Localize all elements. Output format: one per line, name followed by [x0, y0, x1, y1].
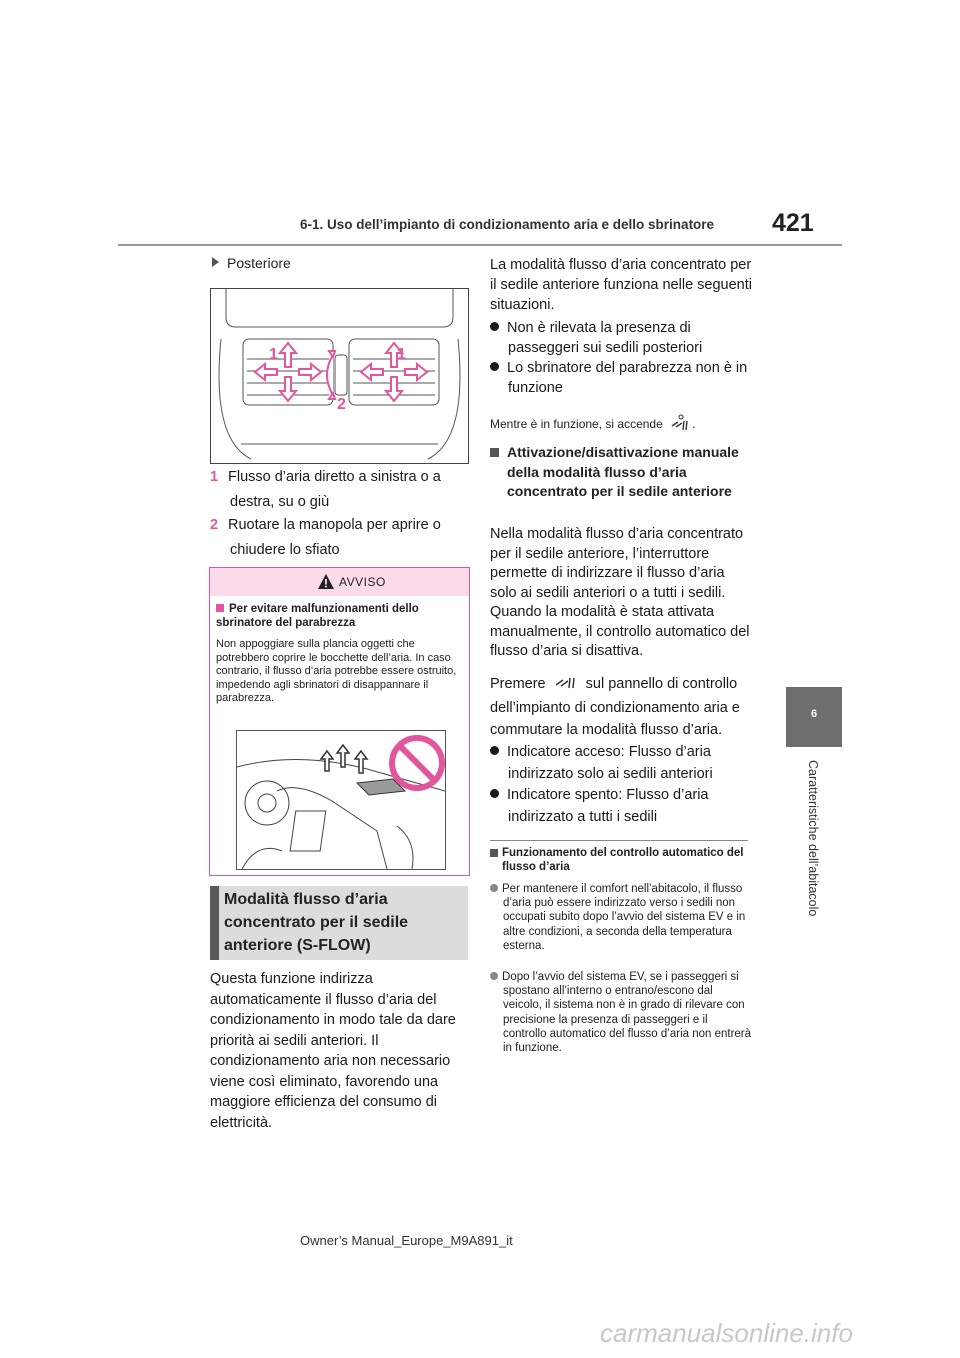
bullet-item: Indicatore spento: Flusso d’aria indirizzato a tutti i sedili: [490, 784, 752, 828]
press-line-3: commutare la modalità flusso d’aria.: [490, 722, 723, 738]
warning-box: [209, 567, 470, 876]
bullet-dot-icon: [490, 362, 499, 371]
note-item: Per mantenere il comfort nell’abitacolo, il flusso d’aria può essere indirizzato verso i sedili non occupati subito dopo l’avvio del sistema EV e in altre condizioni, a seconda della temperatura esterna.: [490, 882, 752, 953]
rear-vent-figure: [210, 288, 469, 464]
intro-paragraph: La modalità flusso d’aria concentrato per il sedile anteriore funziona nelle seguenti situazioni.: [490, 257, 752, 313]
rear-vent-illustration: [211, 289, 468, 463]
chapter-title: Caratteristiche dell’abitacolo: [806, 760, 820, 917]
caption-1: 1 Flusso d’aria diretto a sinistra o a destra, su o giù: [210, 469, 441, 510]
section-title: 6-1. Uso dell’impianto di condizionamento aria e dello sbrinatore: [300, 217, 715, 232]
bullet-dot-icon: [490, 746, 499, 755]
section-body: Questa funzione indirizza automaticamente il flusso d’aria del condizionamento in modo tale da dare priorità ai sedili anteriori. Il condizionamento aria non necessario viene così eliminato, favorendo una maggiore efficienza del consumo di elettricità.: [210, 971, 456, 1131]
bullet-dot-icon: [490, 884, 498, 892]
square-bullet-icon: [490, 448, 499, 457]
rear-subheading: Posteriore: [212, 255, 291, 271]
figure-label-1-left: 1: [269, 346, 278, 363]
section-heading-bar: [210, 886, 219, 960]
bullet-item: Non è rilevata la presenza di passeggeri sui sedili posteriori: [490, 318, 752, 358]
bullet-dot-icon: [490, 789, 499, 798]
figure-label-2: 2: [337, 396, 346, 413]
dashboard-illustration: [237, 731, 445, 869]
bullet-dot-icon: [490, 322, 499, 331]
warning-body: Non appoggiare sulla plancia oggetti che potrebbero coprire le bocchette dell’aria. In caso contrario, il flusso d’aria potrebbe essere ostruito, impedendo agli sbrinatori di disappannare il parabrezza.: [216, 638, 457, 704]
lit-note: Mentre è in funzione, si accende .: [490, 414, 752, 432]
warning-header: [210, 568, 469, 596]
triangle-bullet-icon: [212, 257, 219, 267]
bullet-dot-icon: [490, 972, 498, 980]
bullet-item: Indicatore acceso: Flusso d’aria indirizzato solo ai sedili anteriori: [490, 741, 752, 785]
note-rule: [490, 840, 748, 841]
header-rule: [118, 244, 842, 246]
footer-text: Owner’s Manual_Europe_M9A891_it: [300, 1233, 513, 1248]
press-line-1: Premere sul pannello di controllo: [490, 676, 738, 692]
bullet-item: Lo sbrinatore del parabrezza non è in funzione: [490, 358, 752, 398]
note-heading: Funzionamento del controllo automatico del flusso d’aria: [490, 846, 752, 874]
note-item: Dopo l’avvio del sistema EV, se i passeggeri si spostano all’interno o entrano/escono dal veicolo, il sistema non è in grado di rilevare con precisione la presenza di passeggeri e il controllo automatico del flusso d’aria non entrerà in funzione.: [490, 970, 752, 1055]
s-flow-indicator-icon: [670, 414, 692, 432]
section-heading: Modalità flusso d’aria concentrato per il sedile anteriore (S-FLOW): [224, 891, 409, 954]
manual-paragraph: Nella modalità flusso d’aria concentrato per il sedile anteriore, l’interruttore permette di indirizzare il flusso d’aria solo ai sedili anteriori o a tutti i sedili. Quando la modalità è stata attivata manualmente, il controllo automatico del flusso d’aria si disattiva.: [490, 526, 750, 659]
dashboard-warning-figure: [236, 730, 446, 870]
square-bullet-icon: [490, 849, 498, 857]
warning-title: AVVISO: [339, 575, 386, 589]
caption-2: 2 Ruotare la manopola per aprire o chiudere lo sfiato: [210, 517, 441, 558]
section-heading-box: [210, 886, 468, 960]
figure-label-1-right: 1: [397, 346, 406, 363]
square-bullet-icon: [216, 604, 224, 612]
warning-icon: [317, 573, 335, 590]
manual-subheading: Attivazione/disattivazione manuale della modalità flusso d’aria concentrato per il sedile anteriore: [490, 443, 752, 502]
page-number: 421: [772, 209, 814, 237]
press-line-2: dell’impianto di condizionamento aria e: [490, 700, 740, 716]
watermark: carmanualsonline.info: [600, 1318, 853, 1348]
s-flow-button-icon: [554, 675, 578, 689]
warning-subtitle: Per evitare malfunzionamenti dello sbrinatore del parabrezza: [216, 603, 419, 629]
chapter-number: 6: [810, 708, 818, 720]
